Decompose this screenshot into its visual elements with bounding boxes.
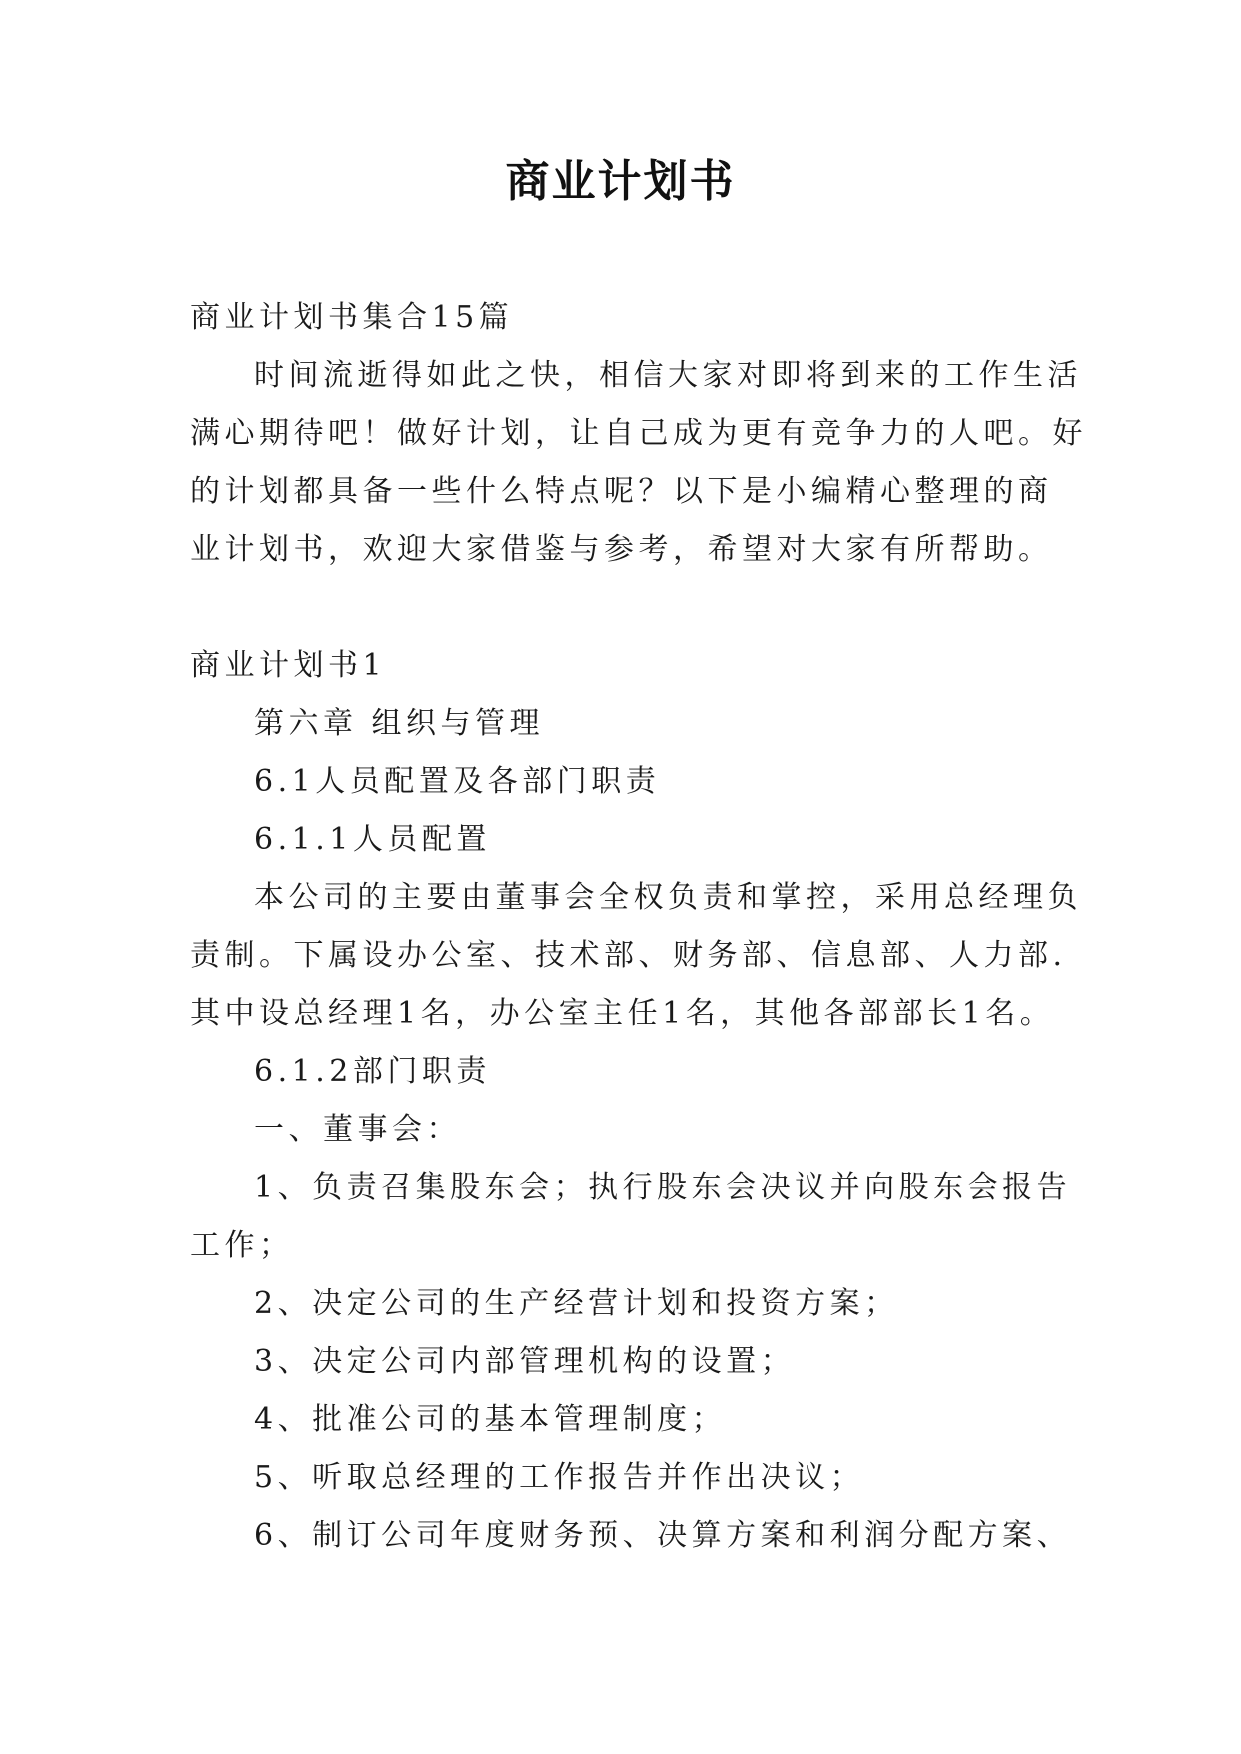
document-body	[190, 289, 1087, 1565]
board-heading: 一、董事会：	[254, 1112, 461, 1147]
document-title: 商业计划书	[505, 156, 736, 207]
staffing-paragraph-line-3: 其中设总经理1名，办公室主任1名，其他各部部长1名。	[190, 996, 1055, 1031]
intro-paragraph-line-1: 时间流逝得如此之快，相信大家对即将到来的工作生活	[254, 358, 1082, 393]
intro-paragraph-line-3: 的计划都具备一些什么特点呢？以下是小编精心整理的商	[190, 474, 1053, 509]
staffing-paragraph-line-2: 责制。下属设办公室、技术部、财务部、信息部、人力部.	[190, 938, 1067, 973]
section-heading: 商业计划书1	[190, 648, 387, 683]
duty-item-6: 6、制订公司年度财务预、决算方案和利润分配方案、	[254, 1518, 1072, 1553]
duty-item-4: 4、批准公司的基本管理制度；	[254, 1402, 727, 1437]
subsection-6-1-1: 6.1.1人员配置	[254, 822, 491, 857]
intro-paragraph-line-4: 业计划书，欢迎大家借鉴与参考，希望对大家有所帮助。	[190, 532, 1053, 567]
chapter-heading: 第六章 组织与管理	[254, 706, 545, 741]
subsection-6-1: 6.1人员配置及各部门职责	[254, 764, 661, 799]
subsection-6-1-2: 6.1.2部门职责	[254, 1054, 491, 1089]
duty-item-2: 2、决定公司的生产经营计划和投资方案；	[254, 1286, 899, 1321]
blank-line	[190, 579, 1070, 637]
intro-heading: 商业计划书集合15篇	[190, 300, 514, 335]
staffing-paragraph-line-1: 本公司的主要由董事会全权负责和掌控，采用总经理负	[254, 880, 1082, 915]
duty-item-5: 5、听取总经理的工作报告并作出决议；	[254, 1460, 865, 1495]
duty-item-1-line-1: 1、负责召集股东会；执行股东会决议并向股东会报告	[254, 1170, 1072, 1205]
duty-item-3: 3、决定公司内部管理机构的设置；	[254, 1344, 796, 1379]
duty-item-1-line-2: 工作；	[190, 1228, 294, 1263]
intro-paragraph-line-2: 满心期待吧！做好计划，让自己成为更有竞争力的人吧。好	[190, 416, 1087, 451]
